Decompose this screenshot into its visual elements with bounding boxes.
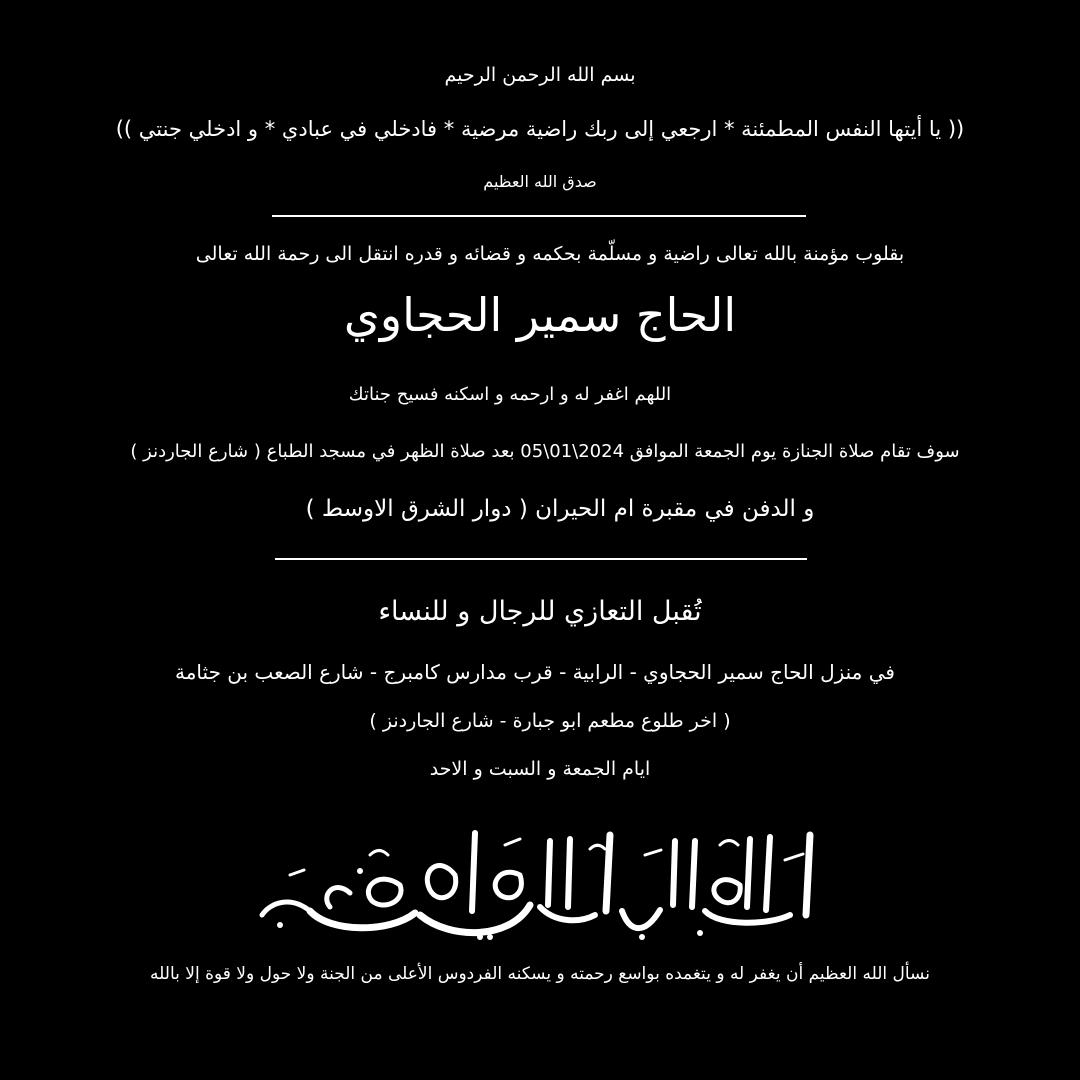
deceased-name: الحاج سمير الحجاوي — [343, 288, 737, 342]
quran-verse: (( يا أيتها النفس المطمئنة * ارجعي إلى ربك راضية مرضية * فادخلي في عبادي * و ادخلي جنتي )) — [115, 117, 965, 141]
closing-prayer: نسأل الله العظيم أن يغفر له و يتغمده بواسع رحمته و يسكنه الفردوس الأعلى من الجنة ولا حول ولا قوة إلا بالله — [150, 964, 930, 984]
verse-closing: صدق الله العظيم — [483, 172, 597, 191]
announcement-intro: بقلوب مؤمنة بالله تعالى راضية و مسلّمة بحكمه و قضائه و قدره انتقل الى رحمة الله تعالى — [195, 243, 905, 265]
burial-info: و الدفن في مقبرة ام الحيران ( دوار الشرق الاوسط ) — [305, 496, 815, 522]
calligraphy-logo — [250, 815, 830, 945]
condolences-address-detail: ( اخر طلوع مطعم ابو جبارة - شارع الجاردنز ) — [369, 710, 731, 732]
condolences-title: تُقبل التعازي للرجال و للنساء — [378, 596, 702, 627]
prayer-line: اللهم اغفر له و ارحمه و اسكنه فسيح جناتك — [348, 384, 672, 405]
funeral-prayer-info: سوف تقام صلاة الجنازة يوم الجمعة الموافق 2024\01\05 بعد صلاة الظهر في مسجد الطباع ( شارع الجاردنز ) — [130, 441, 960, 462]
condolences-address: في منزل الحاج سمير الحجاوي - الرابية - قرب مدارس كامبرج - شارع الصعب بن جثامة — [175, 660, 895, 684]
condolences-days: ايام الجمعة و السبت و الاحد — [429, 758, 651, 780]
basmala: بسم الله الرحمن الرحيم — [444, 64, 636, 86]
divider-middle — [275, 558, 807, 560]
divider-top — [272, 215, 806, 217]
